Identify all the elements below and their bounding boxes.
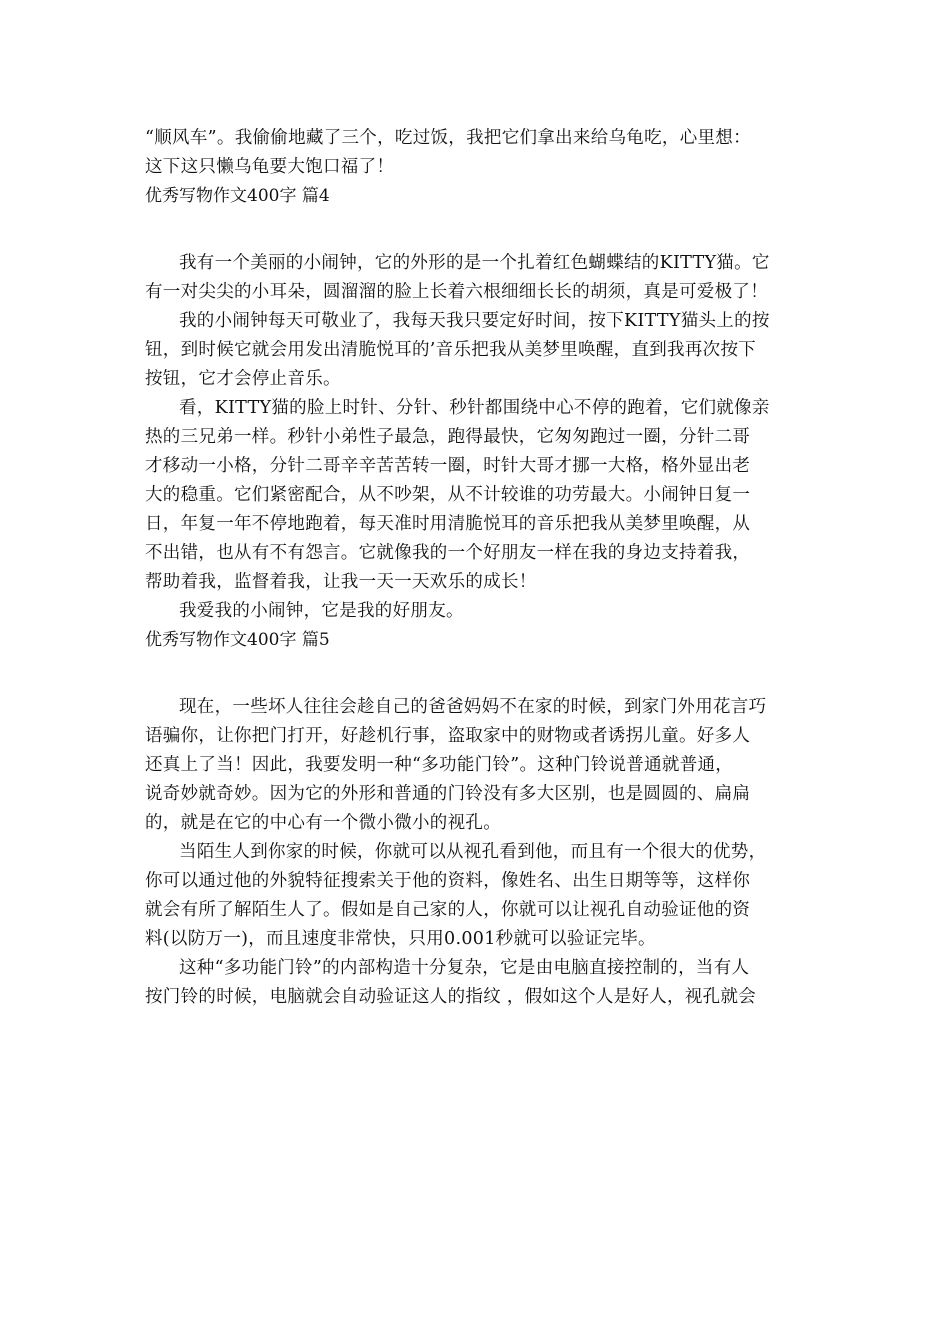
section-heading-4: 优秀写物作文400字 篇4 xyxy=(145,186,330,206)
text-line: 还真上了当！因此，我要发明一种“多功能门铃”。这种门铃说普通就普通， xyxy=(145,755,734,775)
text-line: “顺风车”。我偷偷地藏了三个，吃过饭，我把它们拿出来给乌龟吃，心里想： xyxy=(145,128,751,148)
paragraph xyxy=(145,249,811,307)
paragraph xyxy=(145,394,811,597)
text-line: 我有一个美丽的小闹钟，它的外形的是一个扎着红色蝴蝶结的KITTY猫。它 xyxy=(179,253,770,273)
text-line: 就会有所了解陌生人了。假如是自己家的人，你就可以让视孔自动验证他的资 xyxy=(145,900,751,920)
section-heading-5: 优秀写物作文400字 篇5 xyxy=(145,630,330,650)
text-line: 的，就是在它的中心有一个微小微小的视孔。 xyxy=(145,813,501,833)
paragraph xyxy=(145,597,811,626)
text-line: 帮助着我，监督着我，让我一天一天欢乐的成长！ xyxy=(145,572,537,592)
text-line: 这下这只懒乌龟要大饱口福了！ xyxy=(145,157,395,177)
text-line: 看，KITTY猫的脸上时针、分针、秒针都围绕中心不停的跑着，它们就像亲 xyxy=(179,398,770,418)
text-line: 料(以防万一)，而且速度非常快，只用0.001秒就可以验证完毕。 xyxy=(145,929,656,949)
text-line: 说奇妙就奇妙。因为它的外形和普通的门铃没有多大区别，也是圆圆的、扁扁 xyxy=(145,784,751,804)
text-line: 日，年复一年不停地跑着，每天准时用清脆悦耳的音乐把我从美梦里唤醒，从 xyxy=(145,514,751,534)
document-page xyxy=(145,124,811,1012)
text-line: 我的小闹钟每天可敬业了，我每天我只要定好时间，按下KITTY猫头上的按 xyxy=(179,311,770,331)
text-line: 当陌生人到你家的时候，你就可以从视孔看到他，而且有一个很大的优势， xyxy=(179,842,767,862)
text-line: 这种“多功能门铃”的内部构造十分复杂，它是由电脑直接控制的，当有人 xyxy=(179,958,750,978)
text-line: 现在，一些坏人往往会趁自己的爸爸妈妈不在家的时候，到家门外用花言巧 xyxy=(179,697,767,717)
section-spacer xyxy=(145,211,811,249)
section-spacer xyxy=(145,655,811,693)
text-line: 你可以通过他的外貌特征搜索关于他的资料，像姓名、出生日期等等，这样你 xyxy=(145,871,751,891)
text-line: 语骗你，让你把门打开，好趁机行事，盗取家中的财物或者诱拐儿童。好多人 xyxy=(145,726,751,746)
text-line: 热的三兄弟一样。秒针小弟性子最急，跑得最快，它匆匆跑过一圈，分针二哥 xyxy=(145,427,751,447)
text-line: 不出错，也从有不有怨言。它就像我的一个好朋友一样在我的身边支持着我， xyxy=(145,543,751,563)
text-line: 才移动一小格，分针二哥辛辛苦苦转一圈，时针大哥才挪一大格，格外显出老 xyxy=(145,456,751,476)
text-line: 按门铃的时候，电脑就会自动验证这人的指纹 ，假如这个人是好人，视孔就会 xyxy=(145,987,757,1007)
text-line: 大的稳重。它们紧密配合，从不吵架，从不计较谁的功劳最大。小闹钟日复一 xyxy=(145,485,751,505)
paragraph xyxy=(145,693,811,838)
intro-paragraph xyxy=(145,124,811,182)
text-line: 有一对尖尖的小耳朵，圆溜溜的脸上长着六根细细长长的胡须，真是可爱极了！ xyxy=(145,282,768,302)
text-line: 按钮，它才会停止音乐。 xyxy=(145,369,341,389)
text-line: 钮，到时候它就会用发出清脆悦耳的’音乐把我从美梦里唤醒，直到我再次按下 xyxy=(145,340,757,360)
paragraph xyxy=(145,307,811,394)
paragraph xyxy=(145,838,811,954)
text-line: 我爱我的小闹钟，它是我的好朋友。 xyxy=(179,601,464,621)
paragraph xyxy=(145,954,811,1012)
